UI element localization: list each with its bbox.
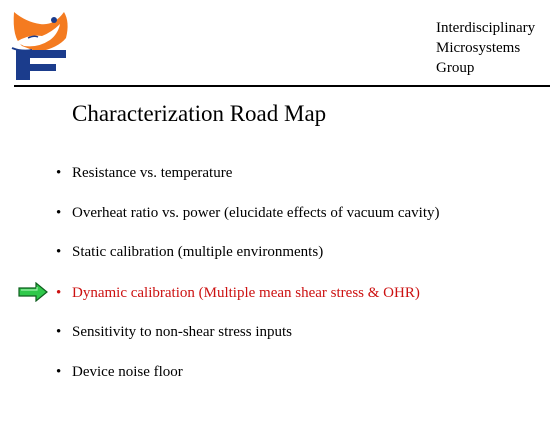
green-arrow-icon bbox=[18, 282, 48, 302]
bullet-text: Overheat ratio vs. power (elucidate effects of vacuum cavity) bbox=[72, 205, 440, 221]
bullet-dot: • bbox=[56, 244, 62, 260]
bullet-text: Static calibration (multiple environments) bbox=[72, 244, 324, 260]
group-name-line-2: Microsystems bbox=[436, 40, 521, 56]
bullet-dot: • bbox=[56, 364, 62, 380]
bullet-item bbox=[56, 322, 292, 342]
header-divider bbox=[14, 85, 550, 87]
group-name bbox=[436, 18, 535, 78]
group-name-line-1: Interdisciplinary bbox=[436, 20, 536, 36]
group-name-line-3: Group bbox=[436, 60, 475, 76]
bullet-text: Dynamic calibration (Multiple mean shear stress & OHR) bbox=[72, 285, 420, 301]
bullet-dot: • bbox=[56, 165, 62, 181]
slide-title: Characterization Road Map bbox=[72, 101, 327, 126]
bullet-item bbox=[56, 242, 323, 262]
bullet-text: Sensitivity to non-shear stress inputs bbox=[72, 324, 292, 340]
bullet-text: Resistance vs. temperature bbox=[72, 165, 233, 181]
uf-gator-logo bbox=[8, 8, 72, 80]
bullet-text: Device noise floor bbox=[72, 364, 183, 380]
bullet-dot: • bbox=[56, 205, 62, 221]
bullet-item bbox=[56, 362, 183, 382]
bullet-dot: • bbox=[56, 285, 62, 301]
bullet-item bbox=[56, 163, 232, 183]
bullet-item bbox=[56, 203, 439, 223]
bullet-item-highlighted bbox=[56, 283, 420, 303]
bullet-dot: • bbox=[56, 324, 62, 340]
